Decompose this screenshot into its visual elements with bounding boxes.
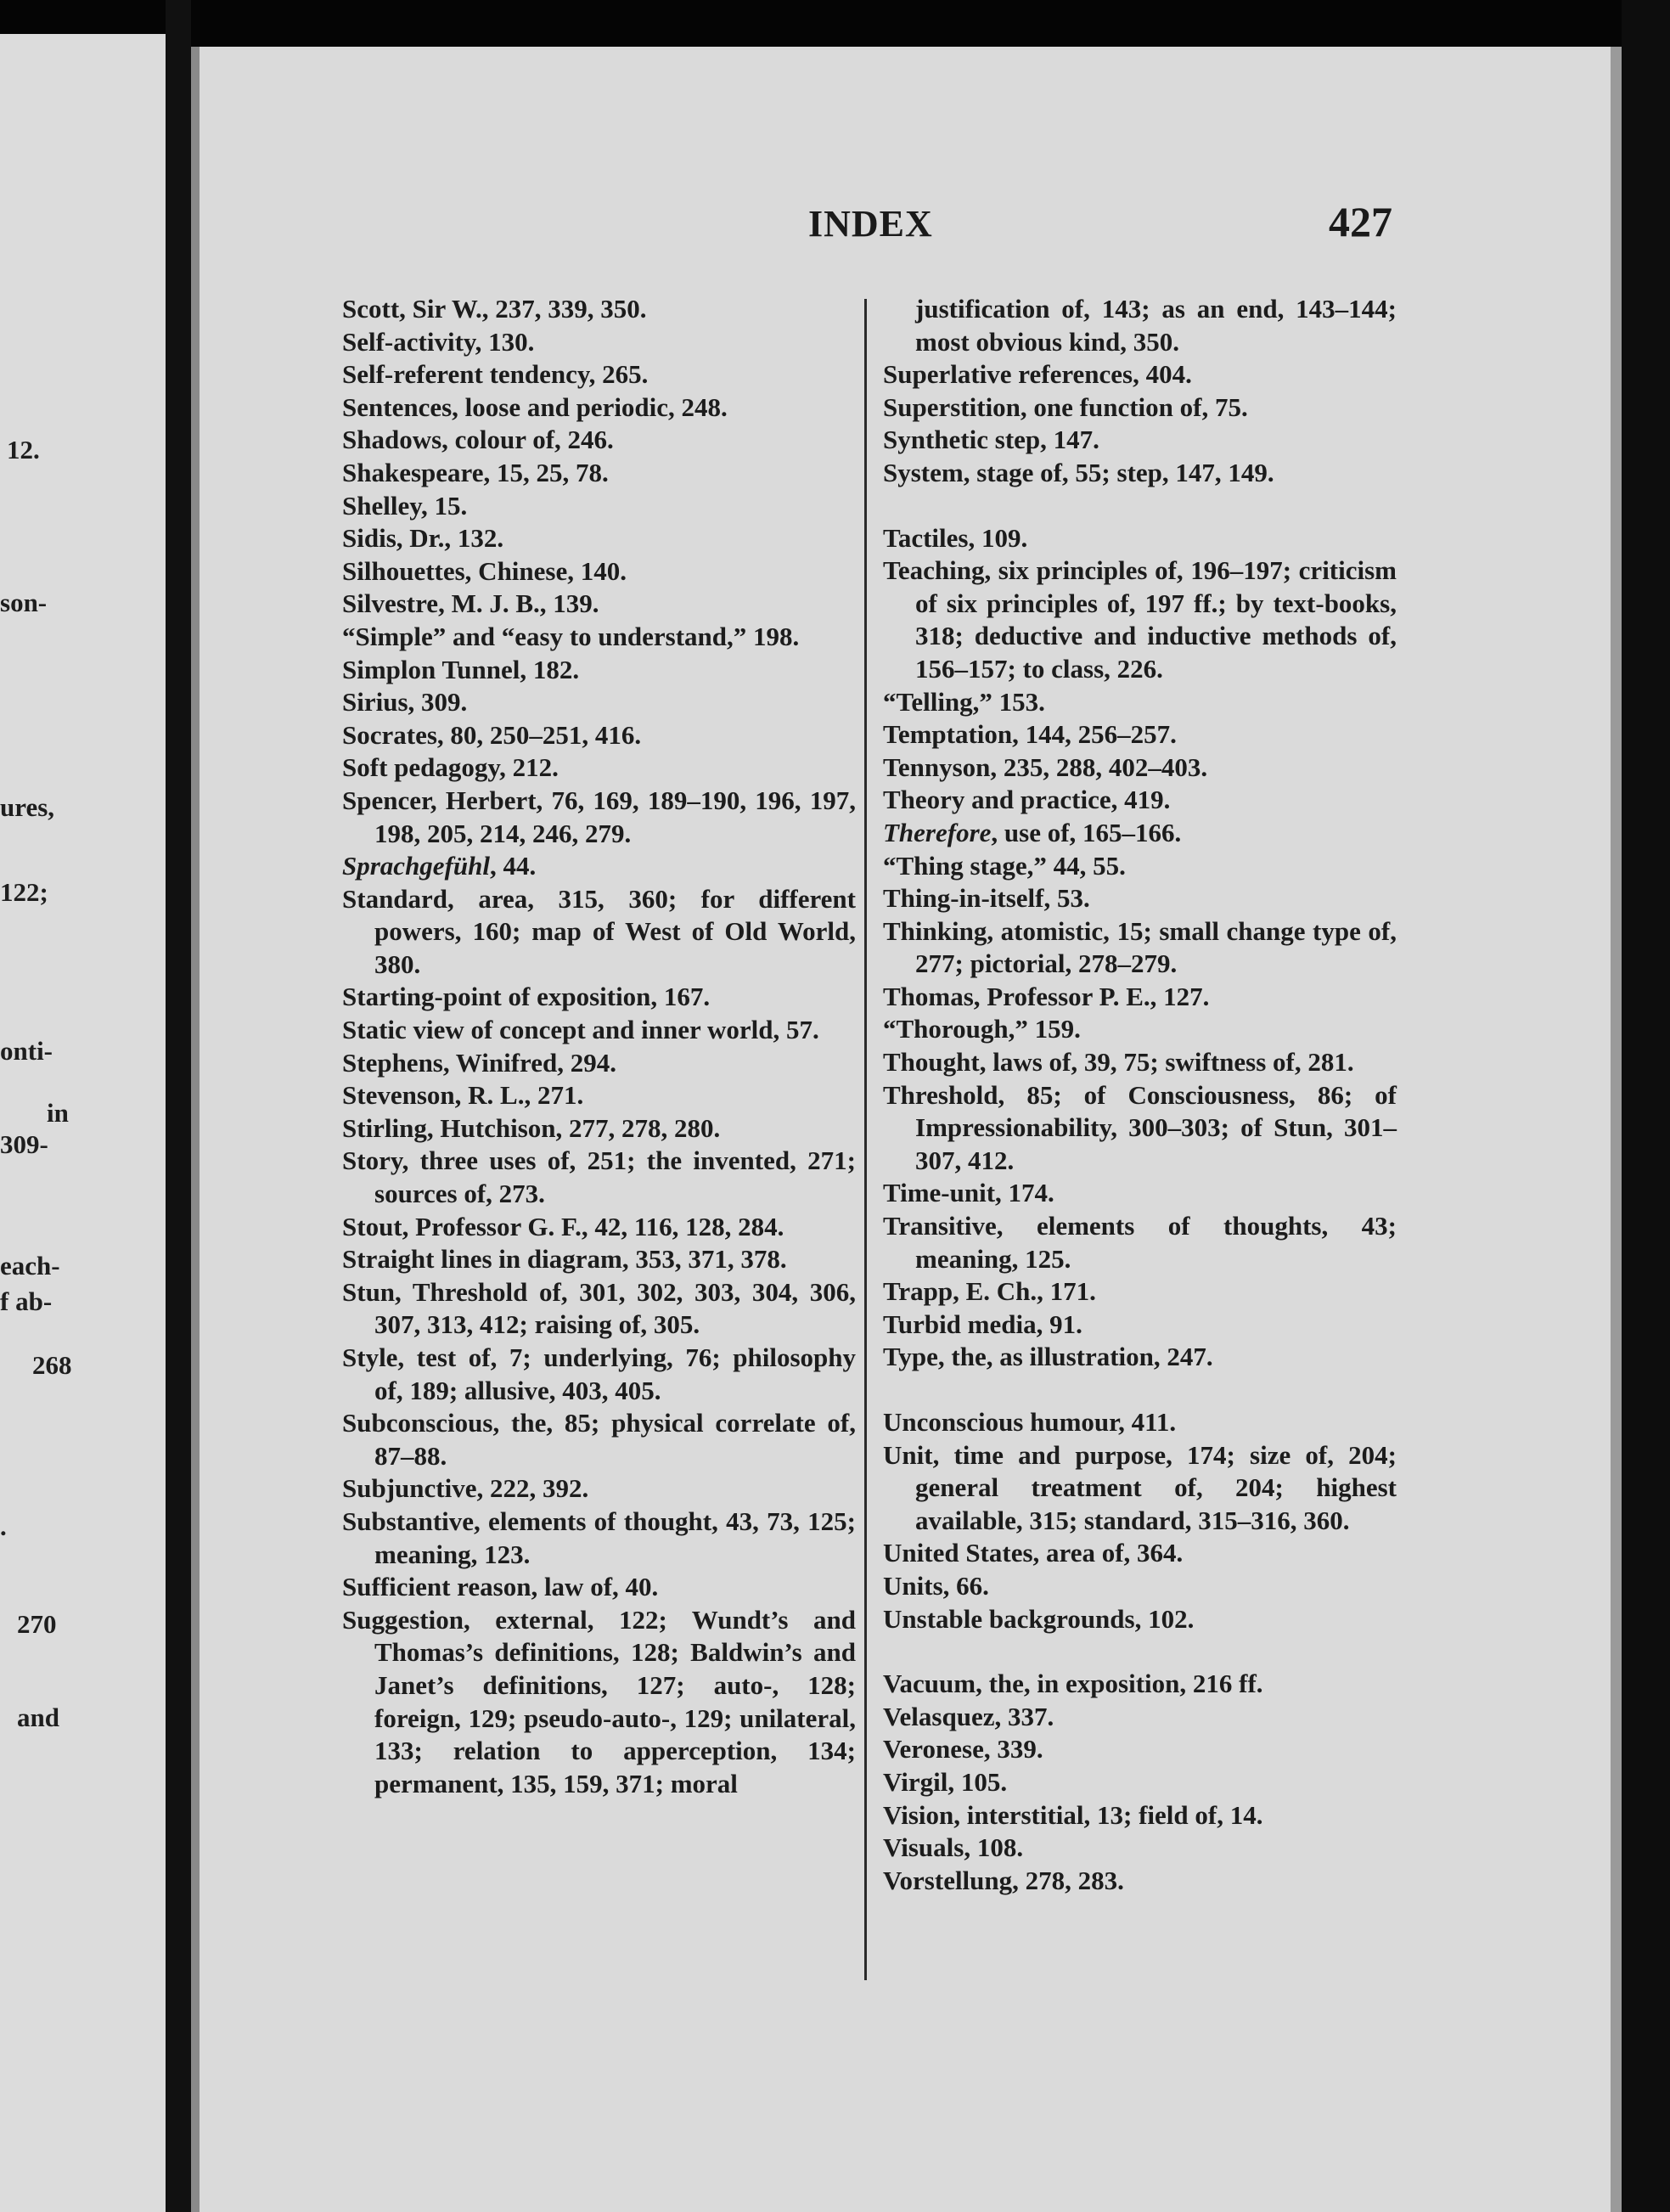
index-column-right — [883, 293, 1397, 1897]
index-entry: Time-unit, 174. — [883, 1178, 1054, 1208]
index-entry: Sentences, loose and periodic, 248. — [342, 391, 728, 422]
index-entry: “Thing stage,” 44, 55. — [883, 850, 1126, 881]
index-entry: Sidis, Dr., 132. — [342, 523, 504, 554]
index-entry: Stirling, Hutchison, 277, 278, 280. — [342, 1112, 721, 1143]
index-entry: Thomas, Professor P. E., 127. — [883, 981, 1210, 1011]
index-entry: Story, three uses of, 251; the invented, 271; sources of, 273. — [342, 1145, 856, 1209]
facing-page-fragment: each- — [0, 1251, 60, 1280]
facing-page-fragment: 270 — [17, 1609, 57, 1639]
index-entry: “Simple” and “easy to understand,” 198. — [342, 621, 800, 651]
index-entry: Synthetic step, 147. — [883, 425, 1099, 455]
index-entry: Trapp, E. Ch., 171. — [883, 1276, 1096, 1307]
book-spine-shadow — [166, 0, 191, 2212]
index-entry: Theory and practice, 419. — [883, 785, 1171, 815]
index-entry: Standard, area, 315, 360; for different powers, 160; map of West of Old World, 380. — [342, 883, 856, 979]
index-entry: Unit, time and purpose, 174; size of, 204; general treatment of, 204; highest available, 315; standard, 315–316, 360. — [883, 1439, 1397, 1535]
facing-page-fragment: son- — [0, 588, 48, 617]
facing-page-fragment: 12. — [7, 435, 40, 464]
index-entry: Thinking, atomistic, 15; small change type of, 277; pictorial, 278–279. — [883, 915, 1397, 979]
index-entry: Socrates, 80, 250–251, 416. — [342, 719, 642, 750]
index-entry: “Thorough,” 159. — [883, 1014, 1081, 1044]
index-entry: Spencer, Herbert, 76, 169, 189–190, 196, 197, 198, 205, 214, 246, 279. — [342, 785, 856, 848]
index-entry: Vorstellung, 278, 283. — [883, 1865, 1124, 1895]
index-entry: Thought, laws of, 39, 75; swiftness of, 281. — [883, 1047, 1354, 1078]
index-column-left — [342, 293, 856, 1800]
index-entry: Teaching, six principles of, 196–197; criticism of six principles of, 197 ff.; by text-books, 318; deductive and inductive methods of, 156–157; to class, 226. — [883, 555, 1397, 684]
index-entry: “Telling,” 153. — [883, 686, 1045, 717]
index-entry: System, stage of, 55; step, 147, 149. — [883, 457, 1274, 487]
index-entry: Substantive, elements of thought, 43, 73, 125; meaning, 123. — [342, 1506, 856, 1569]
index-entry: Sirius, 309. — [342, 687, 468, 718]
index-entry: Therefore, use of, 165–166. — [883, 817, 1182, 847]
section-gap — [883, 1374, 1397, 1406]
index-entry: Threshold, 85; of Consciousness, 86; of Impressionability, 300–303; of Stun, 301–307, 412. — [883, 1079, 1397, 1175]
index-entry: Subconscious, the, 85; physical correlate of, 87–88. — [342, 1408, 856, 1471]
index-entry: Simplon Tunnel, 182. — [342, 654, 580, 684]
index-entry: Visuals, 108. — [883, 1832, 1024, 1863]
index-entry: United States, area of, 364. — [883, 1538, 1184, 1568]
index-entry: Stun, Threshold of, 301, 302, 303, 304, 306, 307, 313, 412; raising of, 305. — [342, 1276, 856, 1340]
index-entry: Type, the, as illustration, 247. — [883, 1342, 1213, 1372]
facing-page-edge — [0, 34, 166, 2212]
index-entry: Turbid media, 91. — [883, 1309, 1082, 1339]
facing-page-fragment: . — [0, 1511, 7, 1541]
scan-right-border — [1622, 0, 1670, 2212]
page-inner-edge — [191, 47, 200, 2212]
index-entry: Virgil, 105. — [883, 1766, 1008, 1797]
index-entry: Superlative references, 404. — [883, 359, 1192, 390]
index-entry: Stout, Professor G. F., 42, 116, 128, 284. — [342, 1211, 784, 1241]
facing-page-fragment: and — [17, 1703, 59, 1732]
index-entry: Unconscious humour, 411. — [883, 1407, 1177, 1437]
index-entry: Unstable backgrounds, 102. — [883, 1603, 1195, 1634]
index-entry: Veronese, 339. — [883, 1734, 1043, 1765]
index-entry: Sufficient reason, law of, 40. — [342, 1572, 659, 1602]
index-entry: Shelley, 15. — [342, 490, 468, 521]
index-entry: Units, 66. — [883, 1570, 989, 1601]
index-entry: Sprachgefühl, 44. — [342, 851, 537, 881]
index-entry: Stevenson, R. L., 271. — [342, 1080, 584, 1111]
index-entry: Silvestre, M. J. B., 139. — [342, 588, 599, 619]
index-entry: Stephens, Winifred, 294. — [342, 1047, 616, 1078]
index-entry: Temptation, 144, 256–257. — [883, 719, 1177, 750]
facing-page-fragment: 309- — [0, 1129, 48, 1159]
facing-page-fragment: f ab- — [0, 1286, 53, 1316]
facing-page-fragment: in — [47, 1098, 69, 1128]
index-entry: Self-activity, 130. — [342, 326, 535, 357]
section-gap — [883, 1635, 1397, 1668]
index-entry: Subjunctive, 222, 392. — [342, 1473, 589, 1504]
index-entry: Style, test of, 7; underlying, 76; philosophy of, 189; allusive, 403, 405. — [342, 1342, 856, 1405]
index-entry: Vision, interstitial, 13; field of, 14. — [883, 1799, 1263, 1830]
index-entry: Tactiles, 109. — [883, 522, 1028, 553]
index-entry: Suggestion, external, 122; Wundt’s and Thomas’s definitions, 128; Baldwin’s and Janet’s definitions, 127; auto-, 128; foreign, 129; pseudo-auto-, 129; unilateral, 133; relation to apperception, 134; permanent, 135, 159, 371; moral — [342, 1604, 856, 1798]
index-entry: Starting-point of exposition, 167. — [342, 982, 711, 1012]
facing-page-fragment: 122; — [0, 877, 48, 907]
index-entry: Velasquez, 337. — [883, 1701, 1054, 1731]
index-entry: Silhouettes, Chinese, 140. — [342, 555, 627, 586]
index-entry: Shakespeare, 15, 25, 78. — [342, 457, 609, 487]
index-entry: Thing-in-itself, 53. — [883, 883, 1090, 914]
index-entry-continuation: justification of, 143; as an end, 143–144; most obvious kind, 350. — [915, 294, 1397, 357]
index-entry: Transitive, elements of thoughts, 43; meaning, 125. — [883, 1211, 1397, 1274]
index-entry: Vacuum, the, in exposition, 216 ff. — [883, 1669, 1263, 1699]
index-entry: Scott, Sir W., 237, 339, 350. — [342, 294, 647, 324]
section-gap — [883, 490, 1397, 522]
facing-page-fragment: onti- — [0, 1036, 53, 1066]
index-entry: Shadows, colour of, 246. — [342, 425, 614, 455]
index-entry: Soft pedagogy, 212. — [342, 752, 559, 783]
index-entry: Self-referent tendency, 265. — [342, 359, 649, 390]
index-entry: Tennyson, 235, 288, 402–403. — [883, 751, 1208, 782]
facing-page-fragment: ures, — [0, 792, 55, 822]
column-rule — [864, 299, 867, 1980]
index-entry: Static view of concept and inner world, 57. — [342, 1015, 819, 1045]
page-number: 427 — [1329, 198, 1392, 245]
index-entry: Straight lines in diagram, 353, 371, 378. — [342, 1244, 787, 1275]
index-entry: Superstition, one function of, 75. — [883, 391, 1248, 422]
running-head-title: INDEX — [808, 203, 933, 245]
facing-page-fragment: 268 — [32, 1350, 72, 1380]
